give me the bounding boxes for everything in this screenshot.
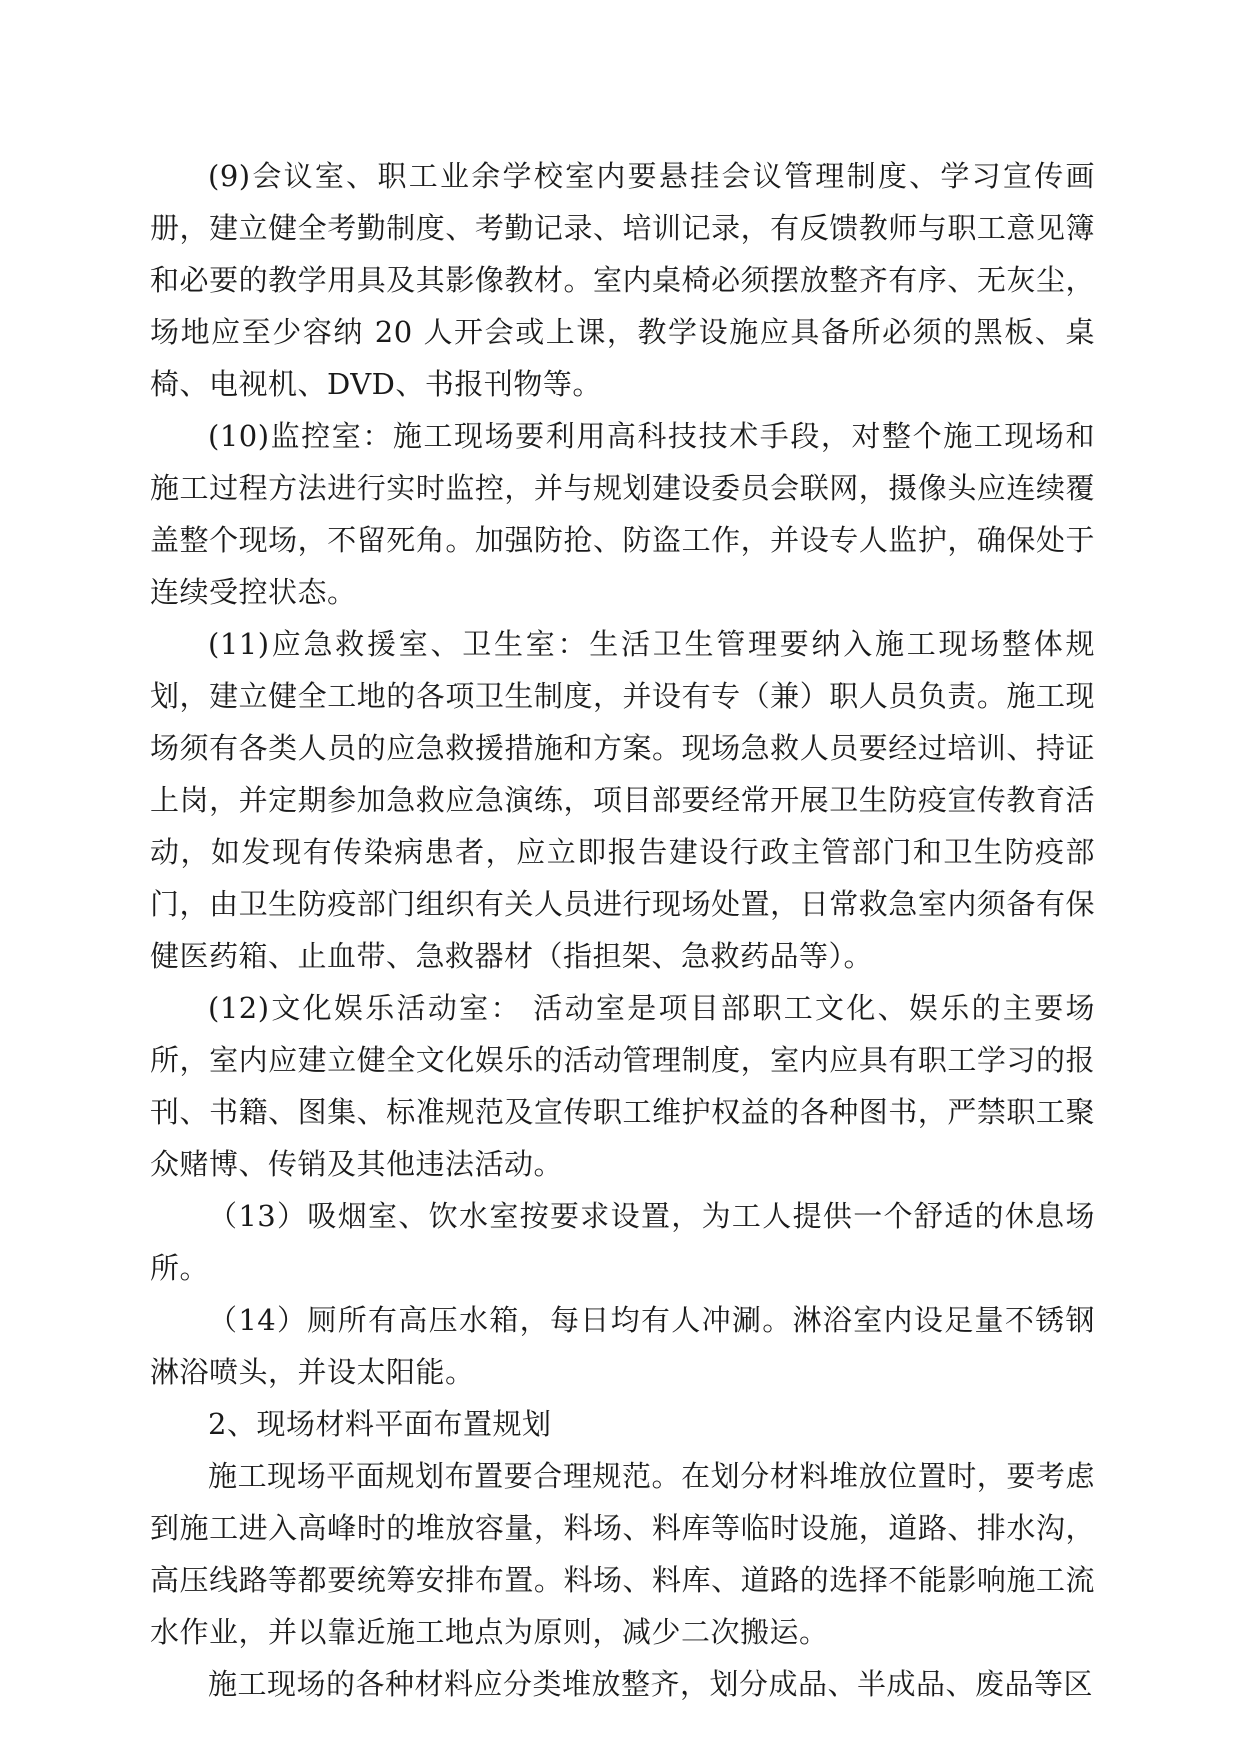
paragraph-material-storage: 施工现场的各种材料应分类堆放整齐，划分成品、半成品、废品等区 [208,1667,1094,1701]
section-heading: 2、现场材料平面布置规划 [208,1407,552,1441]
document-page [150,150,1095,1710]
paragraph-layout-planning: 施工现场平面规划布置要合理规范。在划分材料堆放位置时，要考虑到施工进入高峰时的堆放容量，料场、料库等临时设施，道路、排水沟，高压线路等都要统筹安排布置。料场、料库、道路的选择不能影响施工流水作业，并以靠近施工地点为原则，减少二次搬运。 [150,1459,1095,1649]
paragraph-recreation-room: (12)文化娱乐活动室： 活动室是项目部职工文化、娱乐的主要场所，室内应建立健全文化娱乐的活动管理制度，室内应具有职工学习的报刊、书籍、图集、标准规范及宣传职工维护权益的各种图书，严禁职工聚众赌博、传销及其他违法活动。 [150,991,1095,1181]
paragraph-meeting-room: (9)会议室、职工业余学校室内要悬挂会议管理制度、学习宣传画册，建立健全考勤制度、考勤记录、培训记录，有反馈教师与职工意见簿和必要的教学用具及其影像教材。室内桌椅必须摆放整齐有序、无灰尘，场地应至少容纳 20 人开会或上课，教学设施应具备所必须的黑板、桌椅、电视机、DVD、书报刊物等。 [150,159,1095,401]
paragraph-toilet: （14）厕所有高压水箱，每日均有人冲涮。淋浴室内设足量不锈钢淋浴喷头，并设太阳能。 [150,1303,1095,1389]
paragraph-smoking-room: （13）吸烟室、饮水室按要求设置，为工人提供一个舒适的休息场所。 [150,1199,1095,1285]
paragraph-emergency-room: (11)应急救援室、卫生室：生活卫生管理要纳入施工现场整体规划，建立健全工地的各项卫生制度，并设有专（兼）职人员负责。施工现场须有各类人员的应急救援措施和方案。现场急救人员要经过培训、持证上岗，并定期参加急救应急演练，项目部要经常开展卫生防疫宣传教育活动，如发现有传染病患者，应立即报告建设行政主管部门和卫生防疫部门，由卫生防疫部门组织有关人员进行现场处置，日常救急室内须备有保健医药箱、止血带、急救器材（指担架、急救药品等）。 [150,627,1095,973]
paragraph-monitoring-room: (10)监控室：施工现场要利用高科技技术手段，对整个施工现场和施工过程方法进行实时监控，并与规划建设委员会联网，摄像头应连续覆盖整个现场，不留死角。加强防抢、防盗工作，并设专人监护，确保处于连续受控状态。 [150,419,1095,609]
